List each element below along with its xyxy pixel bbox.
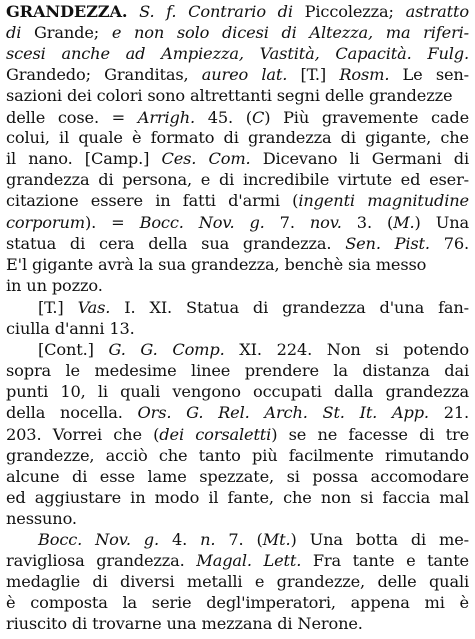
entry-line (38, 297, 469, 318)
text-run: ed aggiustare in modo il fante, che non si faccia mal (6, 488, 469, 507)
text-run: 3. ( (341, 213, 394, 232)
entry-line (6, 592, 469, 613)
italic-text: Bocc. Nov. g. (38, 530, 160, 549)
italic-text: Vas. (77, 298, 111, 317)
text-run: 45. ( (195, 108, 252, 127)
text-run: Dicevano li Germani di (250, 149, 469, 168)
entry-line (6, 466, 469, 487)
entry-line (6, 212, 469, 233)
italic-text: M. (393, 213, 415, 232)
text-run: 76. (429, 234, 469, 253)
text-run: 4. (159, 530, 201, 549)
text-run: grandezza di persona, e di incredibile virtute ed eser- (6, 170, 469, 189)
text-run: E'l gigante avrà la sua grandezza, benchè sia messo (6, 255, 427, 274)
text-run: nessuno. (6, 509, 77, 528)
entry-line (6, 571, 469, 592)
italic-text: Arrigh. (137, 108, 196, 127)
text-run: delle cose. = (6, 108, 138, 127)
text-run: Fra tante e tante (301, 551, 469, 570)
text-run: statua di cera della sua grandezza. (6, 234, 346, 253)
italic-text: G. G. Comp. (108, 340, 225, 359)
entry-line (6, 22, 469, 43)
text-run: colui, il quale è formato di grandezza di gigante, che (6, 128, 469, 147)
italic-text: Contrario di (188, 2, 293, 21)
text-run: punti 10, li quali vengono occupati dalla grandezza (6, 382, 469, 401)
text-run: ciulla d'anni 13. (6, 319, 135, 338)
entry-line (6, 233, 469, 254)
italic-text: ingenti magnitudine (298, 191, 469, 210)
text-run: sopra le medesime linee prendere la distanza dai (6, 361, 469, 380)
text-run: Le sen- (389, 65, 469, 84)
text-run: alcune di esse lame spezzate, si possa accomodare (6, 467, 469, 486)
text-run: è composta la serie degl'imperatori, appena mi è (6, 593, 469, 612)
entry-line (6, 318, 469, 339)
headword: GRANDEZZA. (6, 2, 128, 21)
text-run (176, 2, 188, 21)
italic-text: S. f. (139, 2, 177, 21)
italic-text: Bocc. Nov. g. (139, 213, 265, 232)
text-run: della nocella. (6, 403, 138, 422)
entry-line (6, 127, 469, 148)
text-run: ) Una botta di me- (290, 530, 470, 549)
entry-line (6, 107, 469, 128)
text-run: sazioni dei colori sono altrettanti segni delle grandezze (6, 86, 453, 105)
entry-line (38, 529, 469, 550)
entry-line (6, 1, 469, 22)
text-run: [Cont.] (38, 340, 109, 359)
text-run: Piccolezza; (292, 2, 406, 21)
entry-line (6, 85, 469, 106)
text-run: 7. (264, 213, 310, 232)
entry-line (6, 613, 469, 634)
entry-line (6, 508, 469, 529)
text-run: Grandedo; Granditas, (6, 65, 202, 84)
text-run: ) Più gravemente cade (264, 108, 470, 127)
text-run: citazione essere in fatti d'armi ( (6, 191, 299, 210)
entry-line (6, 169, 469, 190)
text-run: 7. ( (215, 530, 263, 549)
italic-text: Rosm. (339, 65, 390, 84)
text-run: il nano. [Camp.] (6, 149, 162, 168)
text-run: ) se ne facesse di tre (271, 425, 469, 444)
entry-line (6, 275, 469, 296)
entry-line (6, 402, 469, 423)
italic-text: astratto (405, 2, 469, 21)
text-run: [T.] (38, 298, 78, 317)
italic-text: Mt. (262, 530, 291, 549)
entry-line (6, 381, 469, 402)
text-run: grandezze, acciò che tanto più facilmente rimutando (6, 446, 469, 465)
text-run (127, 2, 139, 21)
entry-line (6, 424, 469, 445)
entry-line (6, 550, 469, 571)
text-run: ravigliosa grandezza. (6, 551, 197, 570)
entry-line (6, 360, 469, 381)
entry-line (6, 445, 469, 466)
entry-line (38, 339, 469, 360)
text-run: I. XI. Statua di grandezza d'una fan- (110, 298, 470, 317)
italic-text: Ces. Com. (161, 149, 251, 168)
entry-line (6, 190, 469, 211)
text-run: riuscito di trovarne una mezzana di Nerone. (6, 614, 363, 633)
italic-text: nov. (309, 213, 342, 232)
italic-text: Magal. Lett. (196, 551, 302, 570)
text-run: XI. 224. Non si potendo (224, 340, 469, 359)
italic-text: Ors. G. Rel. Arch. St. It. App. (137, 403, 429, 422)
text-run: 21. (428, 403, 469, 422)
entry-line (6, 487, 469, 508)
text-run: medaglie di diversi metalli e grandezze, delle quali (6, 572, 469, 591)
italic-text: dei corsaletti (159, 425, 272, 444)
entry-line (6, 254, 469, 275)
entry-line (6, 64, 469, 85)
text-run: 203. Vorrei che ( (6, 425, 160, 444)
italic-text: scesi anche ad Ampiezza, Vastità, Capacità. Fulg. (6, 44, 469, 63)
italic-text: corporum (6, 213, 85, 232)
italic-text: C (251, 108, 265, 127)
text-run: [T.] (287, 65, 340, 84)
italic-text: di (6, 23, 22, 42)
text-run: in un pozzo. (6, 276, 103, 295)
text-run: ) Una (414, 213, 469, 232)
text-run: ). = (84, 213, 140, 232)
entry-line (6, 43, 469, 64)
italic-text: aureo lat. (201, 65, 288, 84)
text-run: Grande; (21, 23, 112, 42)
entry-line (6, 148, 469, 169)
italic-text: Sen. Pist. (345, 234, 430, 253)
italic-text: e non solo dicesi di Altezza, ma riferi- (111, 23, 469, 42)
italic-text: n. (200, 530, 216, 549)
